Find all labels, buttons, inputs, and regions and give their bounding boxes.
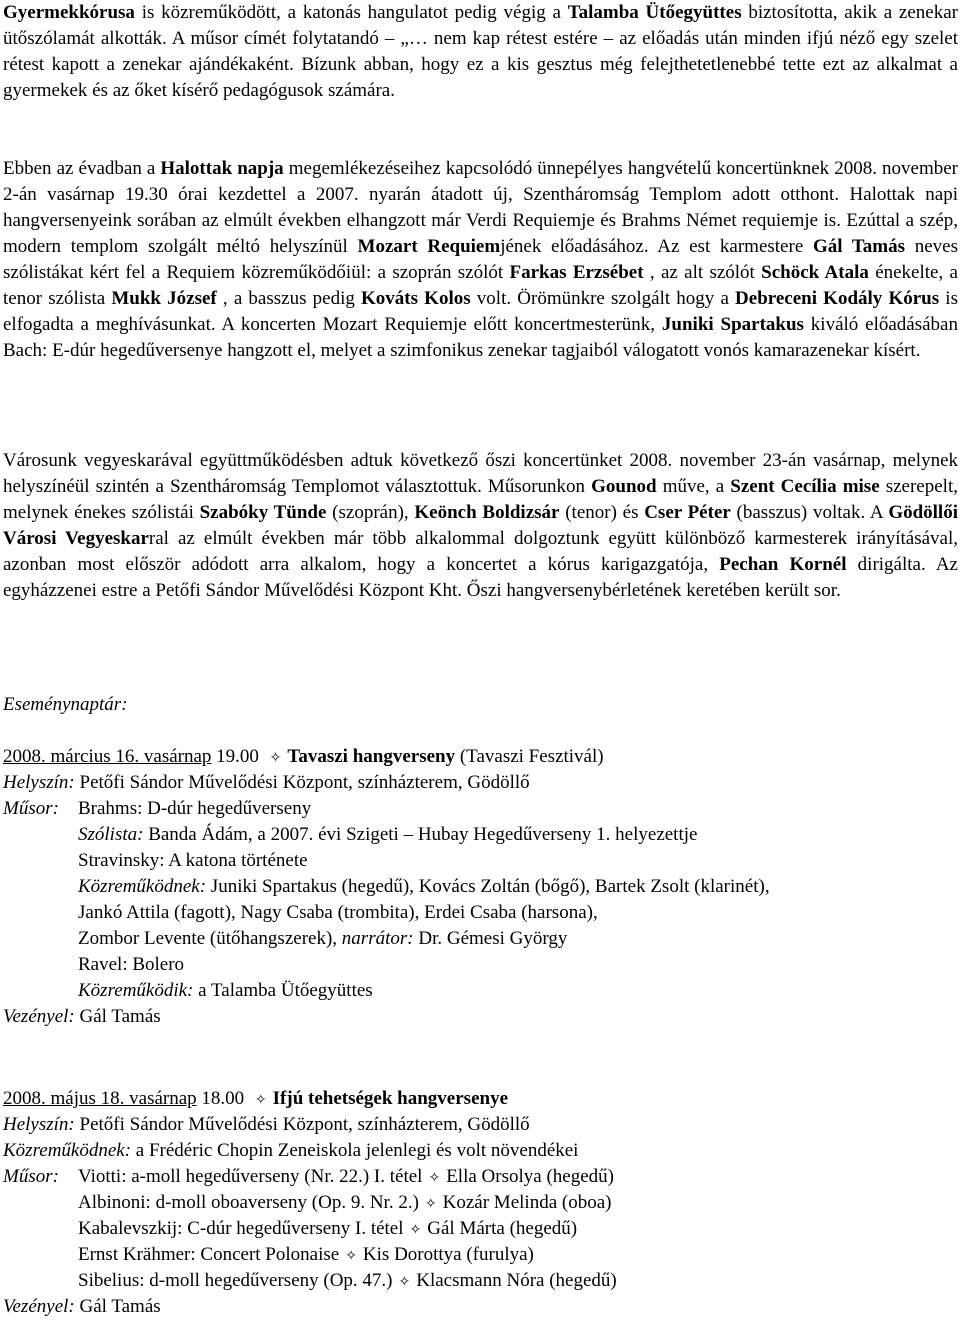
- performers-label: Közreműködnek:: [3, 1140, 132, 1161]
- event-title: Tavaszi hangverseny: [287, 746, 456, 767]
- paragraph-text: , az alt szólót: [643, 262, 762, 283]
- paragraph-text: , a basszus pedig: [216, 288, 362, 309]
- program-item: [3, 1216, 958, 1242]
- event-title: Ifjú tehetségek hangversenye: [272, 1088, 508, 1109]
- paragraph-text: is közreműködött, a katonás hangulatot pedig végig a: [134, 2, 568, 23]
- bold-text: Szabóky Tünde: [199, 502, 327, 523]
- bold-text: Schöck Atala: [761, 262, 869, 283]
- paragraph-autumn-concert: [3, 448, 958, 604]
- bold-text: Kováts Kolos: [361, 288, 471, 309]
- bold-text: Gál Tamás: [812, 236, 906, 257]
- event-time: 19.00: [211, 746, 264, 767]
- star-icon: ✧: [428, 1170, 441, 1186]
- performers-text: Zombor Levente (ütőhangszerek),: [78, 928, 342, 949]
- event-date: 2008. május 18. vasárnap: [3, 1088, 197, 1109]
- paragraph-text: (tenor) és: [559, 502, 645, 523]
- performers-line: [3, 874, 958, 900]
- paragraph-children-choir: [3, 0, 958, 104]
- program-label: Műsor:: [3, 1166, 59, 1187]
- conductor-label: Vezényel:: [3, 1296, 75, 1317]
- narrator-label: narrátor:: [341, 928, 414, 949]
- program-work: Sibelius: d-moll hegedűverseny (Op. 47.): [78, 1270, 393, 1291]
- paragraph-text: biztosította, akik a zenekar ütőszólamát alkották. A műsor címét folytatandó – „… nem kap rétest estére – az előadás után minden ifjú néző egy szelet rétest kapott a zenekar ajándékaként. Bízunk abban, hogy ez a kis gesztus még felejthetetlenebbé tette ezt az alkalmat a gyermekek és az őket kísérő pedagógusok számára.: [3, 2, 958, 101]
- venue-text: Petőfi Sándor Művelődési Központ, színházterem, Gödöllő: [74, 1114, 530, 1135]
- paragraph-text: ral az elmúlt években már több alkalommal dolgoztunk együtt különböző karmesterek irányításával, azonban most először adódott arra alkalom, hogy a koncertet a kórus karigazgatója,: [3, 528, 958, 575]
- paragraph-text: (szoprán),: [326, 502, 415, 523]
- performer-text: a Talamba Ütőegyüttes: [193, 980, 373, 1001]
- event-young-talents: [3, 1086, 958, 1320]
- bold-text: Mozart Requiem: [357, 236, 501, 257]
- bold-text: Keönch Boldizsár: [414, 502, 560, 523]
- bold-text: Gödöllői Városi Vegyeskar: [3, 502, 958, 549]
- bold-text: Gounod: [591, 476, 657, 497]
- program-item: [3, 1242, 958, 1268]
- paragraph-text: (basszus) voltak. A: [730, 502, 889, 523]
- program-artist: Klacsmann Nóra (hegedű): [416, 1270, 617, 1291]
- paragraph-text: műve, a: [656, 476, 731, 497]
- performers-line: [3, 926, 958, 952]
- star-icon: ✧: [254, 1092, 267, 1108]
- program-artist: Ella Orsolya (hegedű): [446, 1166, 614, 1187]
- venue-label: Helyszín:: [3, 772, 75, 793]
- paragraph-text: jének előadásához. Az est karmestere: [500, 236, 813, 257]
- calendar-title: Eseménynaptár:: [3, 694, 128, 715]
- conductor-text: Gál Tamás: [74, 1296, 161, 1317]
- paragraph-text: Ebben az évadban a: [3, 158, 161, 179]
- paragraph-text: dirigálta. Az egyházzenei estre a Petőfi Sándor Művelődési Központ Kht. Őszi hangversenybérletének keretében került sor.: [3, 554, 958, 601]
- program-item: Brahms: D-dúr hegedűverseny: [78, 798, 312, 819]
- star-icon: ✧: [345, 1248, 357, 1264]
- event-spring-concert: [3, 744, 958, 1030]
- bold-text: Farkas Erzsébet: [509, 262, 644, 283]
- event-header: [3, 744, 958, 770]
- event-time: 18.00: [196, 1088, 249, 1109]
- event-venue: [3, 1112, 958, 1138]
- paragraph-text: neves szólistákat kért fel a Requiem közreműködőiül: a szoprán szólót: [3, 236, 958, 283]
- paragraph-text: volt. Örömünkre szolgált hogy a: [470, 288, 736, 309]
- venue-label: Helyszín:: [3, 1114, 75, 1135]
- program-work: Viotti: a-moll hegedűverseny (Nr. 22.) I. tétel: [78, 1166, 423, 1187]
- soloist-line: [3, 822, 958, 848]
- bold-text: Gyermekkórusa: [3, 2, 135, 23]
- program-work: Ernst Krähmer: Concert Polonaise: [78, 1244, 340, 1265]
- bold-text: Halottak napja: [160, 158, 284, 179]
- soloist-text: Banda Ádám, a 2007. évi Szigeti – Hubay Hegedűverseny 1. helyezettje: [143, 824, 698, 845]
- conductor-line: [3, 1294, 958, 1320]
- paragraph-text: is elfogadta a meghívásunkat. A koncerten Mozart Requiemje előtt koncertmesterünk,: [3, 288, 958, 335]
- program-item: Stravinsky: A katona története: [78, 850, 308, 871]
- performers-line: Jankó Attila (fagott), Nagy Csaba (trombita), Erdei Csaba (harsona),: [78, 902, 598, 923]
- performers-label: Közreműködnek:: [78, 876, 207, 897]
- narrator-text: Dr. Gémesi György: [413, 928, 568, 949]
- conductor-text: Gál Tamás: [74, 1006, 161, 1027]
- event-header: [3, 1086, 958, 1112]
- program-label: Műsor:: [3, 798, 59, 819]
- event-venue: [3, 770, 958, 796]
- star-icon: ✧: [409, 1222, 422, 1238]
- paragraph-text: Városunk vegyeskarával együttműködésben adtuk következő őszi koncertünket 2008. november 23-án vasárnap, melynek helyszínéül szintén a Szentháromság Templomot választottuk. Műsorunkon: [3, 450, 958, 497]
- star-icon: ✧: [269, 750, 282, 766]
- bold-text: Debreceni Kodály Kórus: [735, 288, 940, 309]
- bold-text: Mukk József: [111, 288, 217, 309]
- bold-text: Cser Péter: [644, 502, 731, 523]
- paragraph-text: énekelte, a tenor szólista: [3, 262, 958, 309]
- program-work: Kabalevszkij: C-dúr hegedűverseny I. tétel: [78, 1218, 404, 1239]
- program-work: Albinoni: d-moll oboaverseny (Op. 9. Nr. 2.): [78, 1192, 419, 1213]
- paragraph-text: szerepelt, melynek énekes szólistái: [3, 476, 958, 523]
- program-artist: Kis Dorottya (furulya): [362, 1244, 534, 1265]
- program-item: [3, 1190, 958, 1216]
- performers-text: Juniki Spartakus (hegedű), Kovács Zoltán (bőgő), Bartek Zsolt (klarinét),: [206, 876, 770, 897]
- conductor-label: Vezényel:: [3, 1006, 75, 1027]
- star-icon: ✧: [398, 1274, 411, 1290]
- program-item: [3, 1164, 958, 1190]
- soloist-label: Szólista:: [78, 824, 144, 845]
- conductor-line: [3, 1004, 958, 1030]
- event-date: 2008. március 16. vasárnap: [3, 746, 212, 767]
- paragraph-text: kiváló előadásában Bach: E-dúr hegedűversenye hangzott el, melyet a szimfonikus zenekar tagjaiból válogatott vonós kamarazenekar kísért.: [3, 314, 958, 361]
- bold-text: Pechan Kornél: [719, 554, 847, 575]
- program-artist: Gál Márta (hegedű): [427, 1218, 578, 1239]
- program-artist: Kozár Melinda (oboa): [442, 1192, 612, 1213]
- program-item: Ravel: Bolero: [78, 954, 185, 975]
- program-item: [3, 1268, 958, 1294]
- performer-line: [3, 978, 958, 1004]
- performers-line: [3, 1138, 958, 1164]
- paragraph-text: megemlékezéseihez kapcsolódó ünnepélyes hangvételű koncertünknek 2008. november 2-án vasárnap 19.30 órai kezdettel a 2007. nyarán átadott új, Szentháromság Templom adott otthont. Halottak napi hangversenyeink sorában az elmúlt években elhangzott már Verdi Requiemje és Brahms Német requiemje is. Ezúttal a szép, modern templom szolgált méltó helyszínül: [3, 158, 959, 257]
- venue-text: Petőfi Sándor Művelődési Központ, színházterem, Gödöllő: [74, 772, 530, 793]
- event-program: [3, 796, 958, 822]
- bold-text: Talamba Ütőegyüttes: [567, 2, 742, 23]
- bold-text: Szent Cecília mise: [730, 476, 880, 497]
- performer-label: Közreműködik:: [78, 980, 194, 1001]
- performers-text: a Frédéric Chopin Zeneiskola jelenlegi és volt növendékei: [131, 1140, 579, 1161]
- star-icon: ✧: [424, 1196, 437, 1212]
- bold-text: Juniki Spartakus: [661, 314, 804, 335]
- event-subtitle: (Tavaszi Fesztivál): [455, 746, 604, 767]
- paragraph-all-souls-concert: [3, 156, 958, 364]
